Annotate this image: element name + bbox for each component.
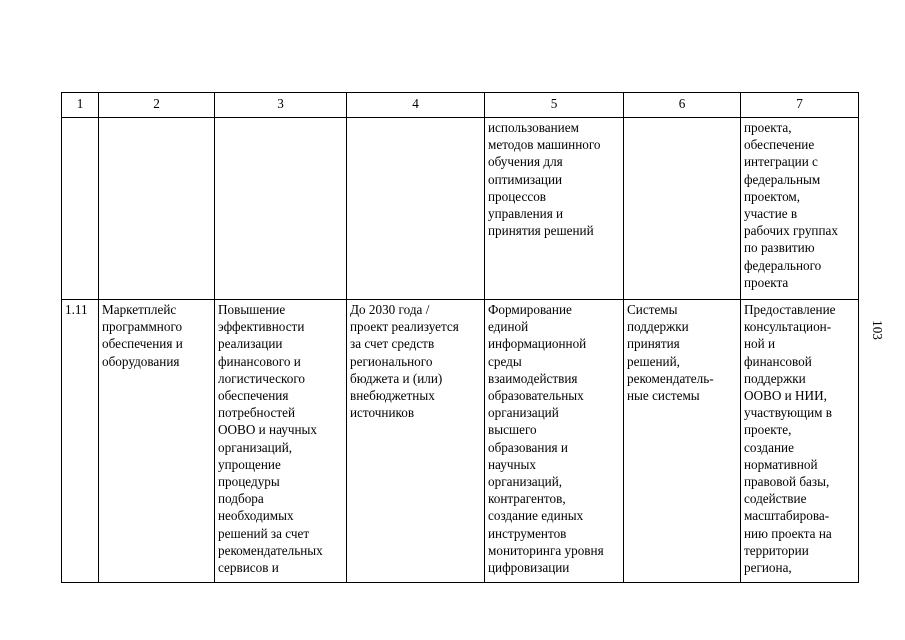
cell-text: До 2030 года / проект реализуется за счет средств регионального бюджета и (или) внебюджетных источников <box>350 302 459 421</box>
cell-goal <box>215 300 347 583</box>
cell-project-name <box>99 118 215 300</box>
cell-text: проекта, обеспечение интеграции с федеральным проектом, участие в рабочих группах по развитию федерального проекта <box>744 120 838 290</box>
page-number: 103 <box>869 320 885 340</box>
cell-technologies <box>624 118 741 300</box>
column-number-1: 1 <box>62 93 99 118</box>
cell-text: Маркетплейс программного обеспечения и оборудования <box>102 302 183 369</box>
cell-results <box>485 300 624 583</box>
column-number-3: 3 <box>215 93 347 118</box>
cell-text: Предоставление консультацион- ной и финансовой поддержки ООВО и НИИ, участвующим в проекте, создание нормативной правовой базы, содействие масштабирова- нию проекта на территории региона, <box>744 302 836 576</box>
column-number-6: 6 <box>624 93 741 118</box>
table-header-row <box>62 93 859 118</box>
cell-project-name <box>99 300 215 583</box>
column-number-2: 2 <box>99 93 215 118</box>
cell-text: Повышение эффективности реализации финансового и логистического обеспечения потребностей ООВО и научных организаций, упрощение процедуры подбора необходимых решений за счет рекомендательных сервисов и <box>218 302 323 576</box>
cell-goal <box>215 118 347 300</box>
cell-number <box>62 118 99 300</box>
cell-deadline-funding <box>347 300 485 583</box>
cell-support <box>741 118 859 300</box>
cell-results <box>485 118 624 300</box>
cell-number <box>62 300 99 583</box>
table-row-1-11 <box>62 300 859 583</box>
table-row-continuation <box>62 118 859 300</box>
column-number-7: 7 <box>741 93 859 118</box>
column-number-5: 5 <box>485 93 624 118</box>
cell-deadline-funding <box>347 118 485 300</box>
cell-technologies <box>624 300 741 583</box>
column-number-4: 4 <box>347 93 485 118</box>
cell-text: использованием методов машинного обучения для оптимизации процессов управления и принятия решений <box>488 120 601 239</box>
cell-text: Формирование единой информационной среды взаимодействия образовательных организаций высшего образования и научных организаций, контрагентов, создание единых инструментов мониторинга уровня цифровизации <box>488 302 604 576</box>
cell-support <box>741 300 859 583</box>
plan-table <box>61 92 859 583</box>
cell-text: 1.11 <box>65 302 88 317</box>
cell-text: Системы поддержки принятия решений, рекомендатель- ные системы <box>627 302 714 404</box>
